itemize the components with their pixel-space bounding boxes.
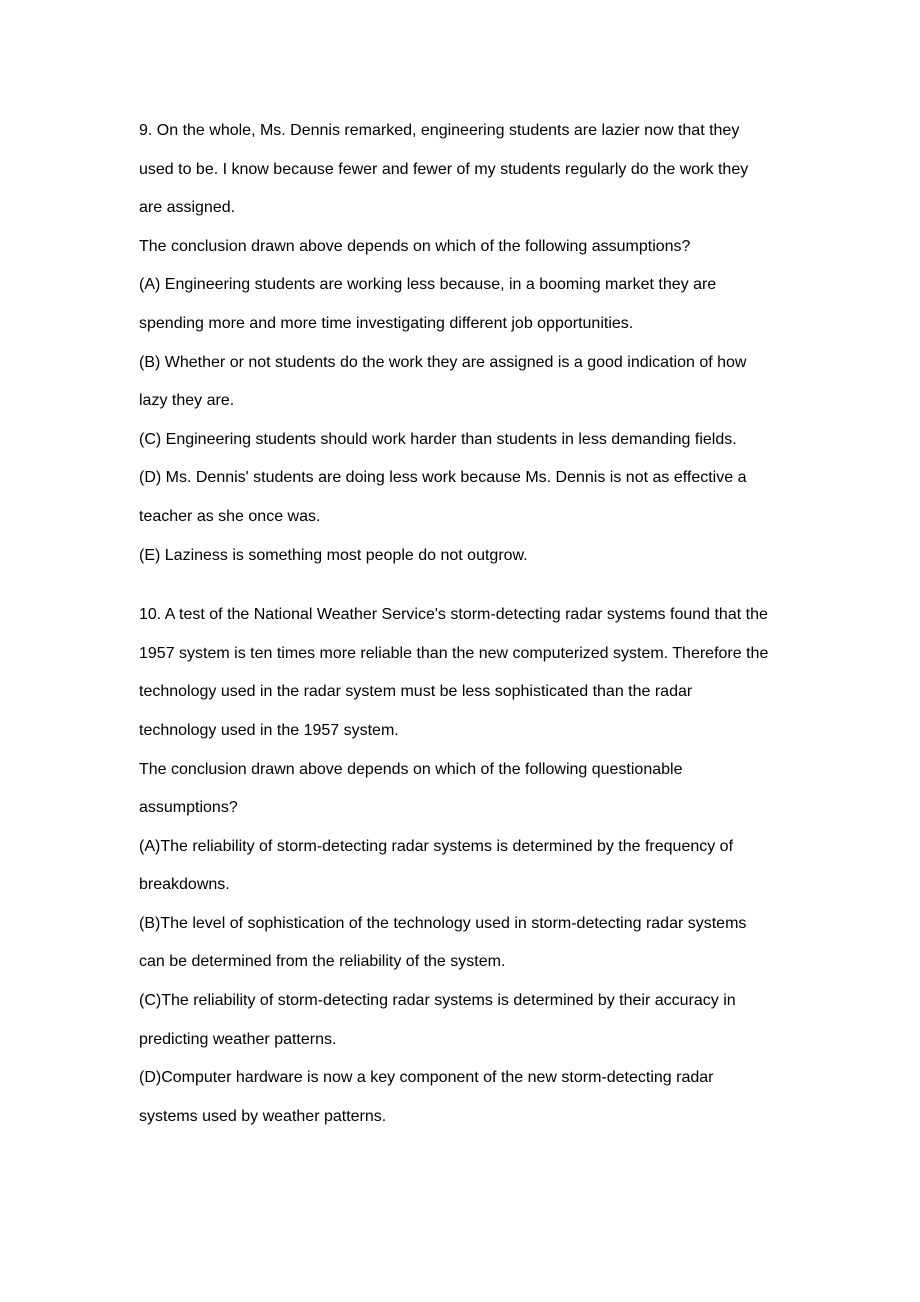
question-10-option-d	[139, 1059, 789, 1136]
stem-line: used to be. I know because fewer and fewer of my students regularly do the work they	[139, 160, 749, 178]
option-line: (A) Engineering students are working less because, in a booming market they are	[139, 276, 717, 294]
option-line: can be determined from the reliability of the system.	[139, 953, 506, 971]
question-10-prompt	[139, 751, 789, 828]
option-line: (A)The reliability of storm-detecting radar systems is determined by the frequency of	[139, 837, 734, 855]
question-10-stem	[139, 596, 789, 750]
option-line: (D) Ms. Dennis' students are doing less work because Ms. Dennis is not as effective a	[139, 469, 747, 487]
stem-line: technology used in the radar system must be less sophisticated than the radar	[139, 683, 693, 701]
prompt-line: assumptions?	[139, 799, 238, 817]
question-10-option-c	[139, 982, 789, 1059]
option-line: (B)The level of sophistication of the technology used in storm-detecting radar systems	[139, 914, 747, 932]
question-10-option-b	[139, 905, 789, 982]
question-10	[139, 596, 789, 1136]
question-9-stem	[139, 112, 789, 228]
question-9-option-d	[139, 459, 789, 536]
option-line: systems used by weather patterns.	[139, 1107, 387, 1125]
stem-line: 1957 system is ten times more reliable than the new computerized system. Therefore the	[139, 644, 769, 662]
option-line: teacher as she once was.	[139, 507, 321, 525]
stem-line: 9. On the whole, Ms. Dennis remarked, engineering students are lazier now that they	[139, 122, 740, 139]
option-line: spending more and more time investigating different job opportunities.	[139, 314, 634, 332]
question-10-option-a	[139, 828, 789, 905]
question-9-option-c	[139, 421, 789, 460]
option-line: predicting weather patterns.	[139, 1030, 337, 1048]
question-9-option-e	[139, 537, 789, 576]
option-line: breakdowns.	[139, 876, 230, 894]
stem-line: technology used in the 1957 system.	[139, 721, 399, 739]
option-line: (D)Computer hardware is now a key component of the new storm-detecting radar	[139, 1069, 714, 1087]
document-page	[139, 112, 789, 1136]
option-line: (B) Whether or not students do the work they are assigned is a good indication of how	[139, 353, 747, 371]
option-line: lazy they are.	[139, 392, 235, 410]
prompt-line: The conclusion drawn above depends on which of the following assumptions?	[139, 237, 691, 255]
stem-line: 10. A test of the National Weather Service's storm-detecting radar systems found that the	[139, 606, 768, 624]
question-9-option-a	[139, 266, 789, 343]
stem-line: are assigned.	[139, 199, 236, 217]
prompt-line: The conclusion drawn above depends on which of the following questionable	[139, 760, 683, 778]
question-9	[139, 112, 789, 575]
option-line: (C)The reliability of storm-detecting radar systems is determined by their accuracy in	[139, 992, 736, 1010]
option-line: (E) Laziness is something most people do not outgrow.	[139, 546, 528, 564]
question-9-prompt	[139, 228, 789, 267]
question-9-option-b	[139, 344, 789, 421]
option-line: (C) Engineering students should work harder than students in less demanding fields.	[139, 430, 737, 448]
